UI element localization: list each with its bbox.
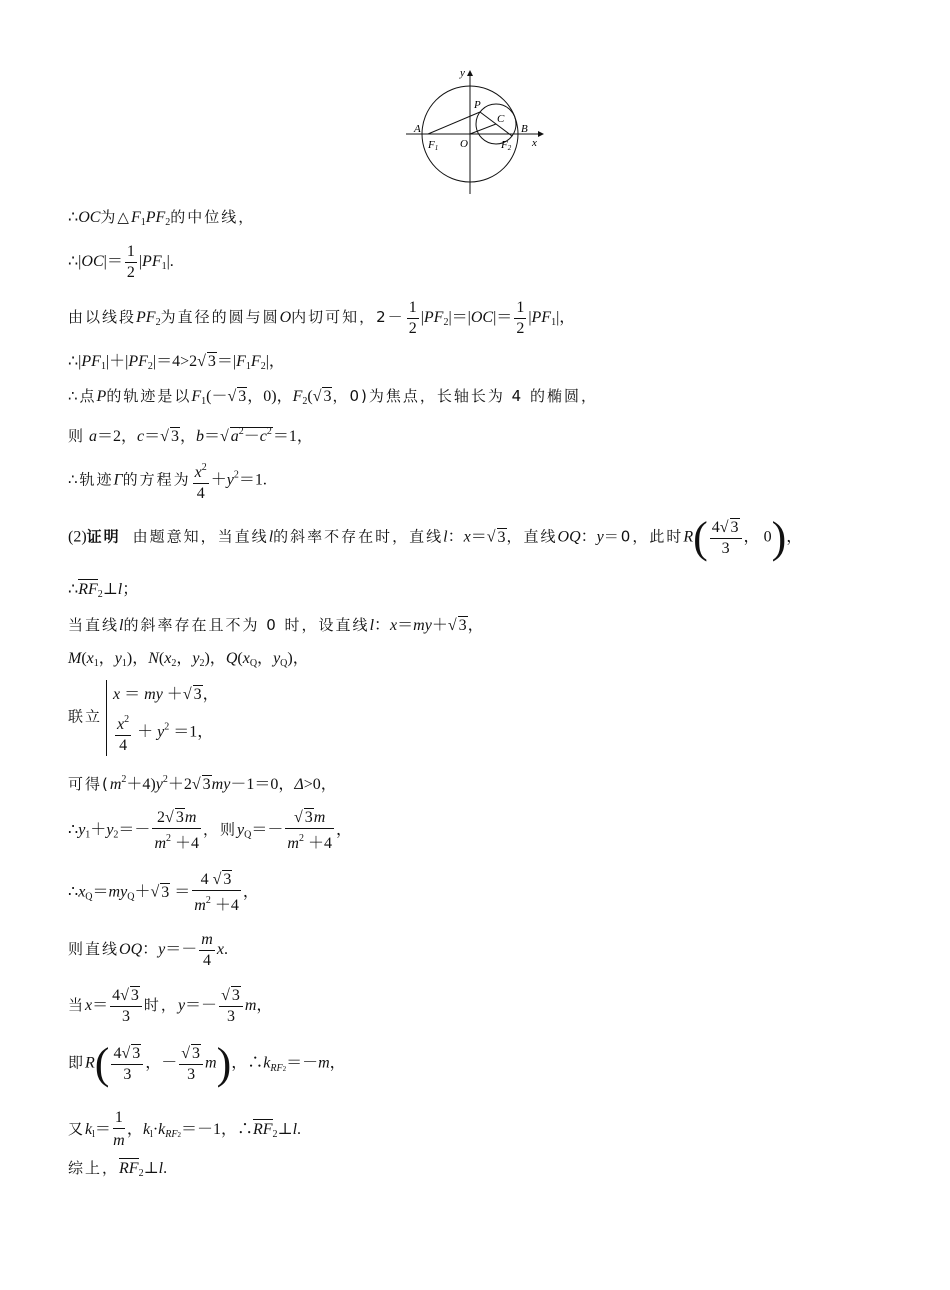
line-1: ∴OC为$\triangle F_1PF_2$的中位线， <box>68 208 256 228</box>
line-20: 综上，$RF_2\perp l$. <box>68 1159 168 1179</box>
line-17: 当x＝ $\frac{4√ 3}{3}$ 时，y＝－ $\frac{√ 3}{3}$ m， <box>68 987 273 1025</box>
line-18: 即R( $\frac{4√ 3}{3}$ ，－ $\frac{√ 3}{3}$ m)，$\therefore k_{RF2}=-m$， <box>68 1039 346 1088</box>
line-7: ∴轨迹Γ的方程为 $\frac{x^2}{4}$ $+y^2=1$. <box>68 458 267 504</box>
line-13: 可得$(m^2+4)y^2+2√$ 3my－1＝0，Δ>0， <box>68 774 337 793</box>
segment-f1-p <box>428 112 480 134</box>
geometry-figure <box>400 62 550 200</box>
line-5: ∴点P的轨迹是以$F_1(-√$ 3，0)，$F_2(√$ 3，0)为焦点，长轴长为 4 的椭圆， <box>68 387 598 407</box>
line-3: 由以线段$PF_2$为直径的圆与圆O内切可知，2－ $\frac{1}{2}$ $|PF_2|=|OC|=$ $\frac{1}{2}$ $|PF_1|$， <box>68 299 576 337</box>
line-6: 则 a＝2，c＝√ 3，b＝√ $a^2-c^2=1$， <box>68 426 313 445</box>
label-x: x <box>532 137 537 149</box>
y-axis-arrow <box>467 70 473 76</box>
line-10: 当直线l的斜率存在且不为 0 时，设直线l：x＝my＋√ 3， <box>68 616 484 634</box>
line-9: $\therefore RF_2\perp l$； <box>68 581 139 600</box>
segment-o-c <box>470 124 496 134</box>
x-axis-arrow <box>538 131 544 137</box>
label-a: A <box>414 123 421 135</box>
line-11: $M(x_1$，$y_1$)，$N(x_2$，$y_2$)，$Q(x_Q$，$y_Q$)， <box>68 650 309 669</box>
line-15: $\therefore x_Q=my_Q+√$ 3 ＝ $\frac{4 √ 3}{m^2 +4}$ ， <box>68 871 259 914</box>
line-4: $\therefore|PF_1|+|PF_2|=4>2√$ $3=|F_1F_2|$， <box>68 353 285 372</box>
label-p: P <box>474 99 481 111</box>
line-2: ∴|OC|＝ $\frac{1}{2}$ $|PF_1|$. <box>68 243 174 281</box>
label-f2: F2 <box>501 139 512 152</box>
label-o: O <box>460 138 468 150</box>
label-y: y <box>460 67 465 79</box>
label-b: B <box>521 123 528 135</box>
line-16: 则直线OQ：y＝－ $\frac{m}{4}$ x. <box>68 931 228 969</box>
label-f1: F1 <box>428 139 439 152</box>
label-c: C <box>497 113 505 125</box>
line-14: $\therefore y_1+y_2=-$ $\frac{2√ 3m}{m^2 +4}$ ，则$y_Q=-$ $\frac{√ 3m}{m^2 +4}$ ， <box>68 809 352 852</box>
line-8: (2)证明 由题意知，当直线l的斜率不存在时，直线l：x＝√ 3，直线OQ：y＝0，此时R( $\frac{4√ 3}{3}$ ， 0)， <box>68 513 803 562</box>
line-19: 又$k_l=$ $\frac{1}{m}$ ，$k_l\cdot k_{RF2}=-1$，$\therefore RF_2\perp l$. <box>68 1109 302 1149</box>
line-12: 联立 x ＝ my ＋√ 3， $\frac{x^2}{4}$ ＋ $y^2 =1$， <box>68 680 219 756</box>
